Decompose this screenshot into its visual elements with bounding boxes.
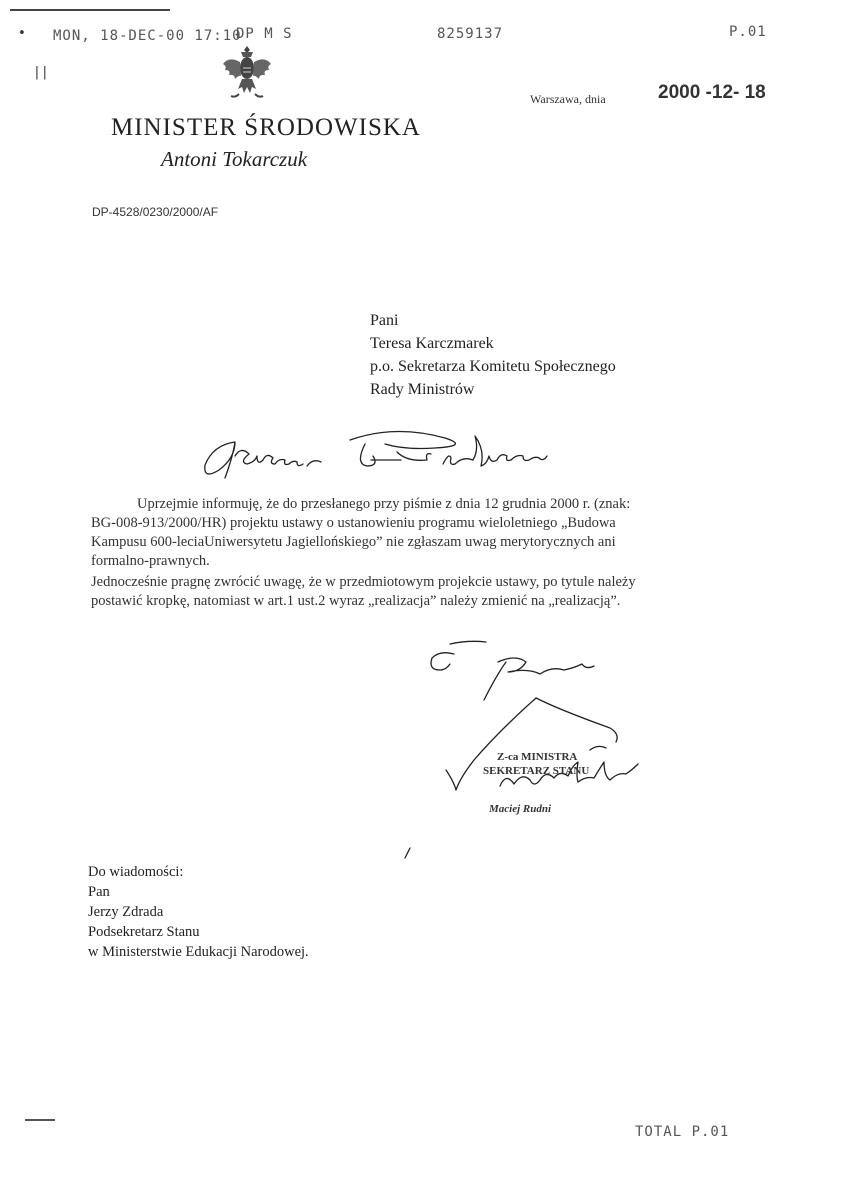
fax-sender: DP M S xyxy=(236,26,293,42)
signature-title-2: SEKRETARZ STANU xyxy=(483,765,590,777)
letterhead-title: MINISTER ŚRODOWISKA xyxy=(111,114,421,141)
body-line: Uprzejmie informuję, że do przesłanego przy piśmie z dnia 12 grudnia 2000 r. (znak: xyxy=(137,496,631,512)
cc-line: Do wiadomości: xyxy=(88,864,184,880)
cc-line: Podsekretarz Stanu xyxy=(88,924,200,940)
recipient-address xyxy=(370,309,616,401)
recipient-line: Rady Ministrów xyxy=(370,381,475,398)
signature-title-1: Z-ca MINISTRA xyxy=(497,751,578,763)
cc-block xyxy=(88,862,309,962)
bullet-mark: • xyxy=(18,26,26,41)
body-line: postawić kropkę, natomiast w art.1 ust.2 wyraz „realizacja” należy zmienić na „realizacją”. xyxy=(91,593,621,609)
body-line: Kampusu 600-leciaUniwersytetu Jagiellońskiego” nie zgłaszam uwag merytorycznych ani xyxy=(91,534,616,550)
handwritten-signature xyxy=(440,690,680,800)
letterhead-name: Antoni Tokarczuk xyxy=(161,147,308,171)
reference-number: DP-4528/0230/2000/AF xyxy=(92,205,219,219)
handwritten-salutation xyxy=(195,420,595,490)
date-label: Warszawa, dnia xyxy=(530,92,606,106)
signature-name: Maciej Rudni xyxy=(489,803,552,815)
recipient-line: p.o. Sekretarza Komitetu Społecznego xyxy=(370,358,616,375)
fax-page: P.01 xyxy=(729,24,767,40)
cc-line: Jerzy Zdrada xyxy=(88,904,164,920)
stray-mark xyxy=(402,846,412,860)
cc-line: Pan xyxy=(88,884,110,900)
fax-total-pages: TOTAL P.01 xyxy=(635,1124,730,1140)
body-line: formalno-prawnych. xyxy=(91,553,210,569)
date-stamp: 2000 -12- 18 xyxy=(658,82,766,103)
fax-top-rule xyxy=(10,9,170,11)
eagle-emblem-icon xyxy=(221,42,273,102)
body-line: Jednocześnie pragnę zwrócić uwagę, że w przedmiotowym projekcie ustawy, po tytule należy xyxy=(91,574,636,590)
fax-number: 8259137 xyxy=(437,26,504,42)
recipient-line: Teresa Karczmarek xyxy=(370,335,494,352)
cc-line: w Ministerstwie Edukacji Narodowej. xyxy=(88,944,309,960)
recipient-line: Pani xyxy=(370,312,399,329)
margin-bars: || xyxy=(33,65,49,80)
left-margin-rule xyxy=(25,1119,55,1121)
body-line: BG-008-913/2000/HR) projektu ustawy o ustanowieniu programu wieloletniego „Budowa xyxy=(91,515,616,531)
fax-date-time: MON, 18-DEC-00 17:10 xyxy=(53,28,242,44)
